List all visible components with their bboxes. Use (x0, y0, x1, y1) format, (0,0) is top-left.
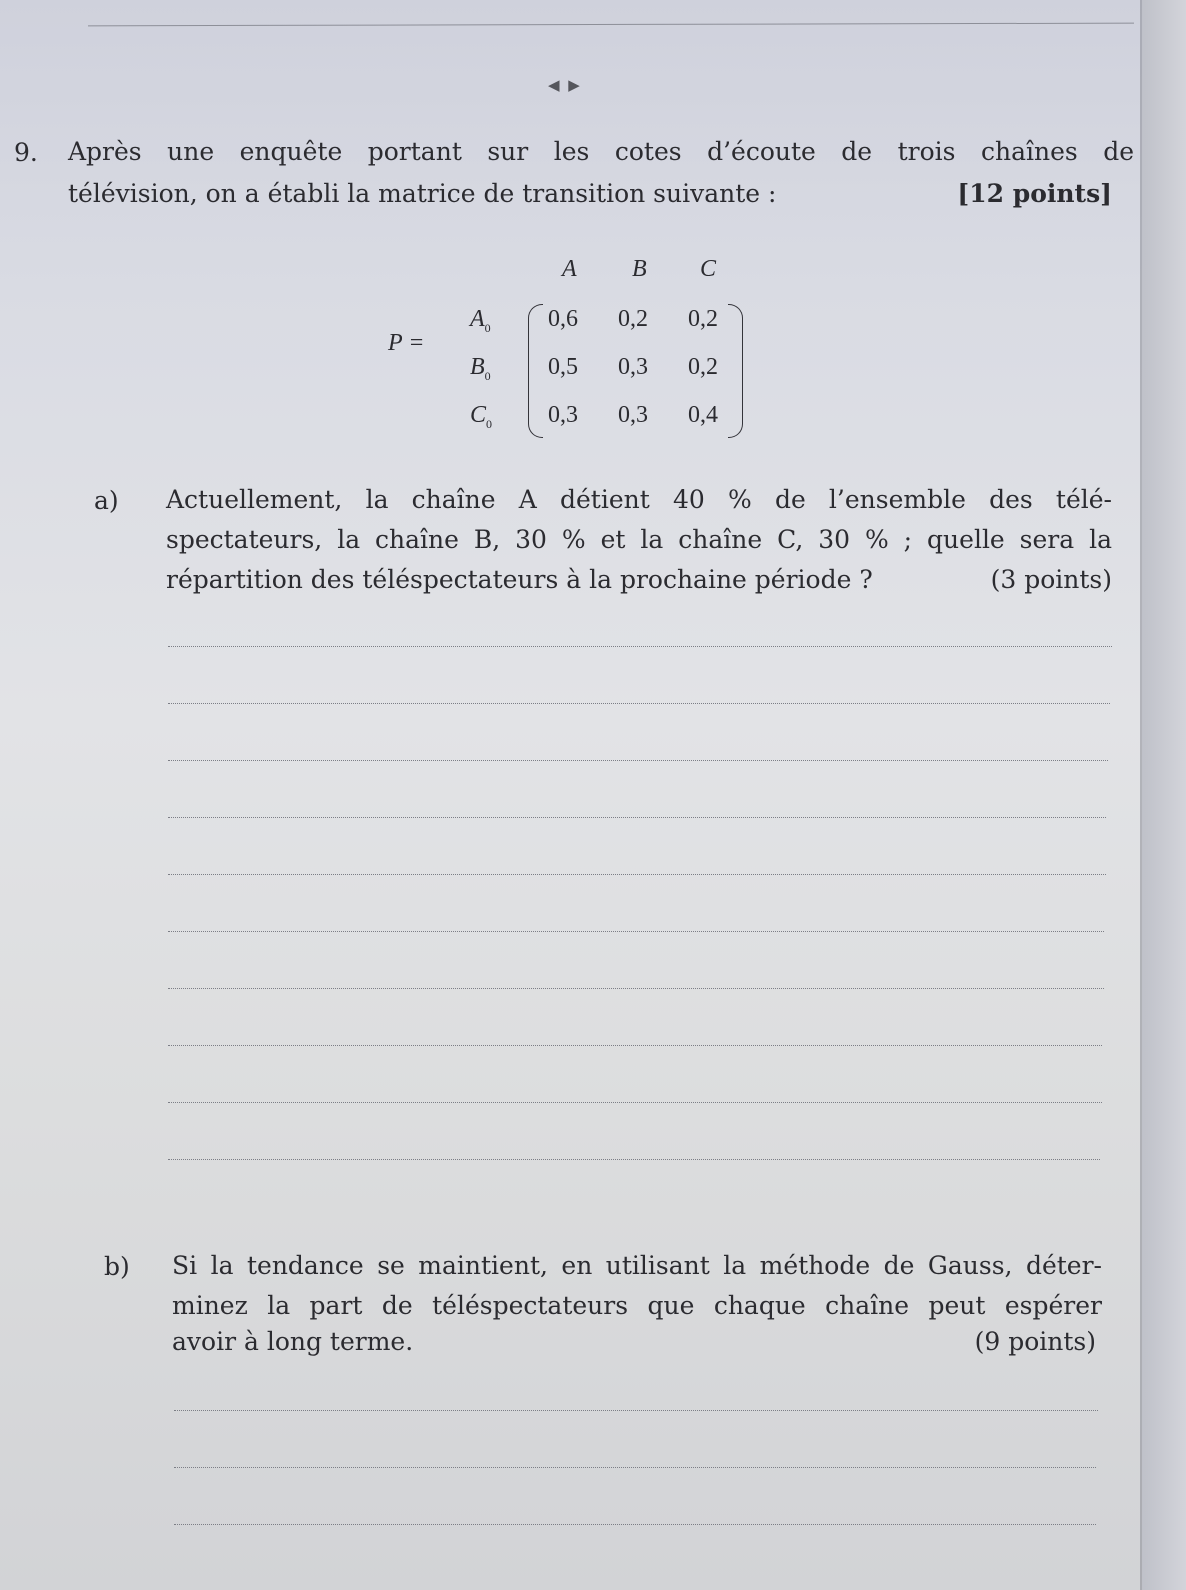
matrix-row-label-b: $B_0$ (470, 354, 491, 383)
page-edge-shadow (1142, 0, 1186, 1590)
part-a-line-3 (166, 560, 1112, 600)
question-points: [12 points] (957, 179, 1112, 208)
answer-line[interactable] (168, 1102, 1102, 1103)
matrix-cell: 0,4 (688, 402, 718, 428)
part-b-points: (9 points) (974, 1327, 1096, 1356)
answer-line[interactable] (168, 817, 1106, 818)
part-b-line-3 (172, 1322, 1096, 1362)
answer-line[interactable] (168, 931, 1104, 932)
part-a-points: (3 points) (990, 565, 1112, 594)
answer-line[interactable] (168, 1045, 1102, 1046)
question-number: 9. (14, 138, 38, 167)
matrix-col-a: A (562, 256, 577, 282)
matrix-col-c: C (700, 256, 717, 282)
matrix-cell: 0,3 (618, 354, 648, 380)
matrix-cell: 0,5 (548, 354, 578, 380)
matrix-cell: 0,2 (688, 306, 718, 332)
matrix-name: P = (388, 330, 425, 356)
part-b-line-1: Si la tendance se maintient, en utilisant la méthode de Gauss, déter- (172, 1251, 1102, 1280)
part-a-line-1: Actuellement, la chaîne A détient 40 % de l’ensemble des télé- (166, 485, 1112, 514)
part-a-text-3: répartition des téléspectateurs à la prochaine période ? (166, 565, 873, 594)
matrix-cell: 0,3 (618, 402, 648, 428)
answer-line[interactable] (168, 760, 1108, 761)
matrix-row-label-a: $A_0$ (470, 306, 491, 335)
answer-line[interactable] (168, 988, 1104, 989)
answer-line[interactable] (168, 646, 1112, 647)
answer-line[interactable] (174, 1467, 1096, 1468)
matrix-col-b: B (632, 256, 647, 282)
part-b-label: b) (104, 1252, 130, 1281)
matrix-cell: 0,6 (548, 306, 578, 332)
matrix-row-label-c: $C_0$ (470, 402, 493, 431)
answer-line[interactable] (168, 703, 1110, 704)
transition-matrix (380, 252, 760, 442)
part-a-line-2: spectateurs, la chaîne B, 30 % et la chaîne C, 30 % ; quelle sera la (166, 525, 1112, 554)
part-b-line-2: minez la part de téléspectateurs que chaque chaîne peut espérer (172, 1291, 1102, 1320)
answer-line[interactable] (174, 1410, 1098, 1411)
matrix-left-bracket (528, 304, 543, 438)
answer-line[interactable] (174, 1524, 1096, 1525)
question-text-2: télévision, on a établi la matrice de transition suivante : (68, 179, 777, 208)
top-rule (88, 23, 1134, 27)
nav-arrows-icon: ◀ ▶ (548, 76, 582, 94)
part-a-label: a) (94, 486, 119, 515)
matrix-right-bracket (728, 304, 743, 438)
part-b-text-3: avoir à long terme. (172, 1327, 414, 1356)
matrix-cell: 0,3 (548, 402, 578, 428)
answer-line[interactable] (168, 1159, 1100, 1160)
matrix-cell: 0,2 (688, 354, 718, 380)
question-line-1: Après une enquête portant sur les cotes d’écoute de trois chaînes de (68, 137, 1134, 166)
question-line-2 (68, 174, 1112, 214)
matrix-cell: 0,2 (618, 306, 648, 332)
answer-line[interactable] (168, 874, 1106, 875)
page-edge (1140, 0, 1142, 1590)
